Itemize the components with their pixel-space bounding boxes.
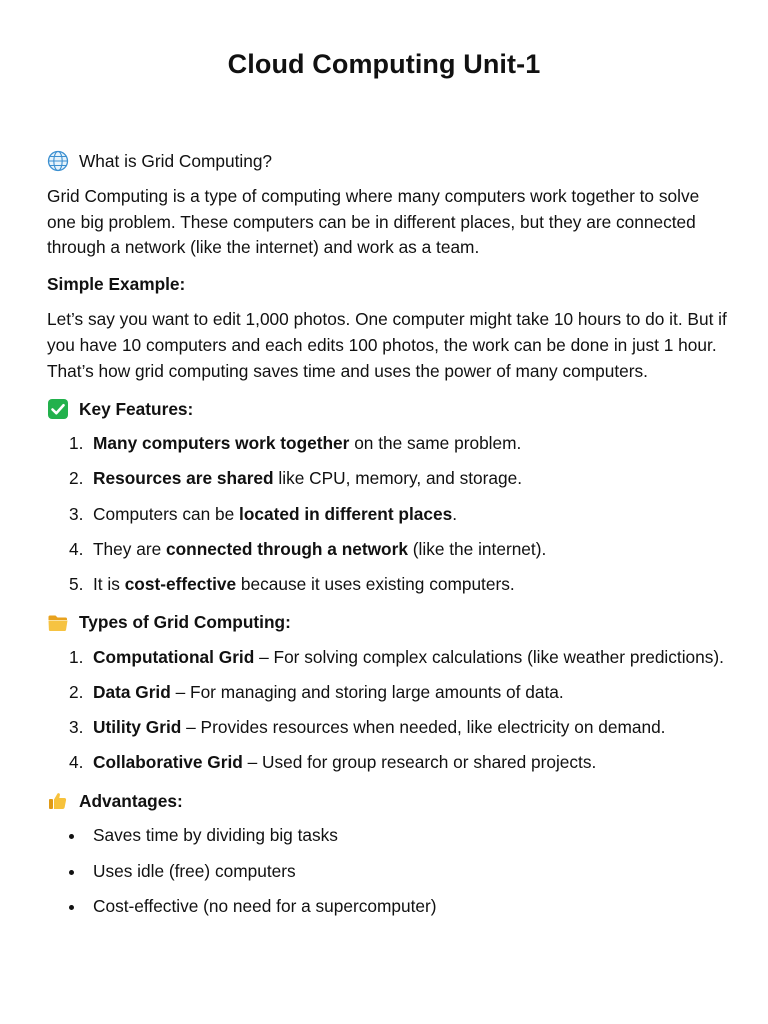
advantage-text: Saves time by dividing big tasks	[93, 825, 338, 846]
advantages-list	[47, 823, 727, 920]
section-heading-what-is	[47, 148, 727, 174]
example-paragraph: Let’s say you want to edit 1,000 photos. One computer might take 10 hours to do it. But if you have 10 computers and each edits 100 photos, the work can be done in just 1 hour. That’s how grid computing saves time and uses the power of many computers.	[47, 309, 727, 381]
item-number: 5.	[69, 574, 84, 595]
item-text-after: because it uses existing computers.	[236, 574, 515, 595]
advantage-item	[47, 859, 727, 885]
item-bold-text: cost-effective	[124, 574, 237, 595]
item-text-after: like CPU, memory, and storage.	[273, 468, 523, 489]
grid-type-name: Utility Grid	[93, 717, 182, 738]
folder-icon	[47, 612, 69, 634]
item-number: 1.	[69, 433, 84, 454]
heading-text: Advantages:	[79, 790, 183, 811]
item-text-before: It is	[93, 574, 125, 595]
grid-type-description: – For managing and storing large amounts of data.	[170, 681, 564, 702]
item-text-after: on the same problem.	[349, 433, 522, 454]
features-list	[47, 431, 727, 598]
feature-item	[47, 572, 727, 598]
grid-type-item	[47, 715, 727, 741]
heading-text: Key Features:	[79, 398, 194, 419]
grid-type-description: – Provides resources when needed, like electricity on demand.	[181, 717, 666, 738]
item-bold-text: Resources are shared	[93, 468, 274, 489]
grid-type-description: – Used for group research or shared projects.	[242, 752, 597, 773]
thumbs-up-icon	[47, 790, 69, 812]
feature-item	[47, 537, 727, 563]
item-number: 1.	[69, 646, 84, 667]
item-number: 3.	[69, 717, 84, 738]
section-heading-types	[47, 610, 727, 636]
section-heading-example	[47, 271, 727, 297]
item-number: 3.	[69, 503, 84, 524]
item-text-after: (like the internet).	[407, 538, 547, 559]
grid-type-item	[47, 645, 727, 671]
bullet-point	[69, 834, 74, 839]
bullet-point	[69, 870, 74, 875]
heading-text: Simple Example:	[47, 273, 186, 294]
bullet-point	[69, 905, 74, 910]
grid-type-name: Computational Grid	[93, 646, 255, 667]
grid-type-name: Collaborative Grid	[93, 752, 243, 773]
feature-item	[47, 502, 727, 528]
item-bold-text: Many computers work together	[93, 433, 350, 454]
grid-type-name: Data Grid	[93, 681, 171, 702]
item-bold-text: connected through a network	[166, 538, 408, 559]
grid-type-item	[47, 680, 727, 706]
item-number: 4.	[69, 538, 84, 559]
advantage-text: Cost-effective (no need for a supercomputer)	[93, 896, 437, 917]
types-list	[47, 645, 727, 776]
advantage-item	[47, 894, 727, 920]
item-number: 2.	[69, 468, 84, 489]
item-text-before: Computers can be	[93, 503, 240, 524]
grid-definition-paragraph: Grid Computing is a type of computing where many computers work together to solve one big problem. These computers can be in different places, but they are connected through a network (like the internet) and work as a team.	[47, 186, 700, 258]
feature-item	[47, 466, 727, 492]
item-text-after: .	[452, 503, 458, 524]
heading-text: Types of Grid Computing:	[79, 612, 291, 633]
section-heading-advantages	[47, 788, 727, 814]
page-title: Cloud Computing Unit-1	[227, 49, 541, 79]
grid-type-item	[47, 750, 727, 776]
advantage-text: Uses idle (free) computers	[93, 860, 296, 881]
globe-icon	[47, 150, 69, 172]
document-body	[47, 148, 727, 920]
item-number: 2.	[69, 681, 84, 702]
section-heading-features	[47, 396, 727, 422]
check-mark-icon	[47, 398, 69, 420]
heading-text: What is Grid Computing?	[79, 150, 273, 171]
item-bold-text: located in different places	[239, 503, 453, 524]
advantage-item	[47, 823, 727, 849]
item-text-before: They are	[93, 538, 166, 559]
item-number: 4.	[69, 752, 84, 773]
feature-item	[47, 431, 727, 457]
grid-type-description: – For solving complex calculations (like weather predictions).	[254, 646, 724, 667]
